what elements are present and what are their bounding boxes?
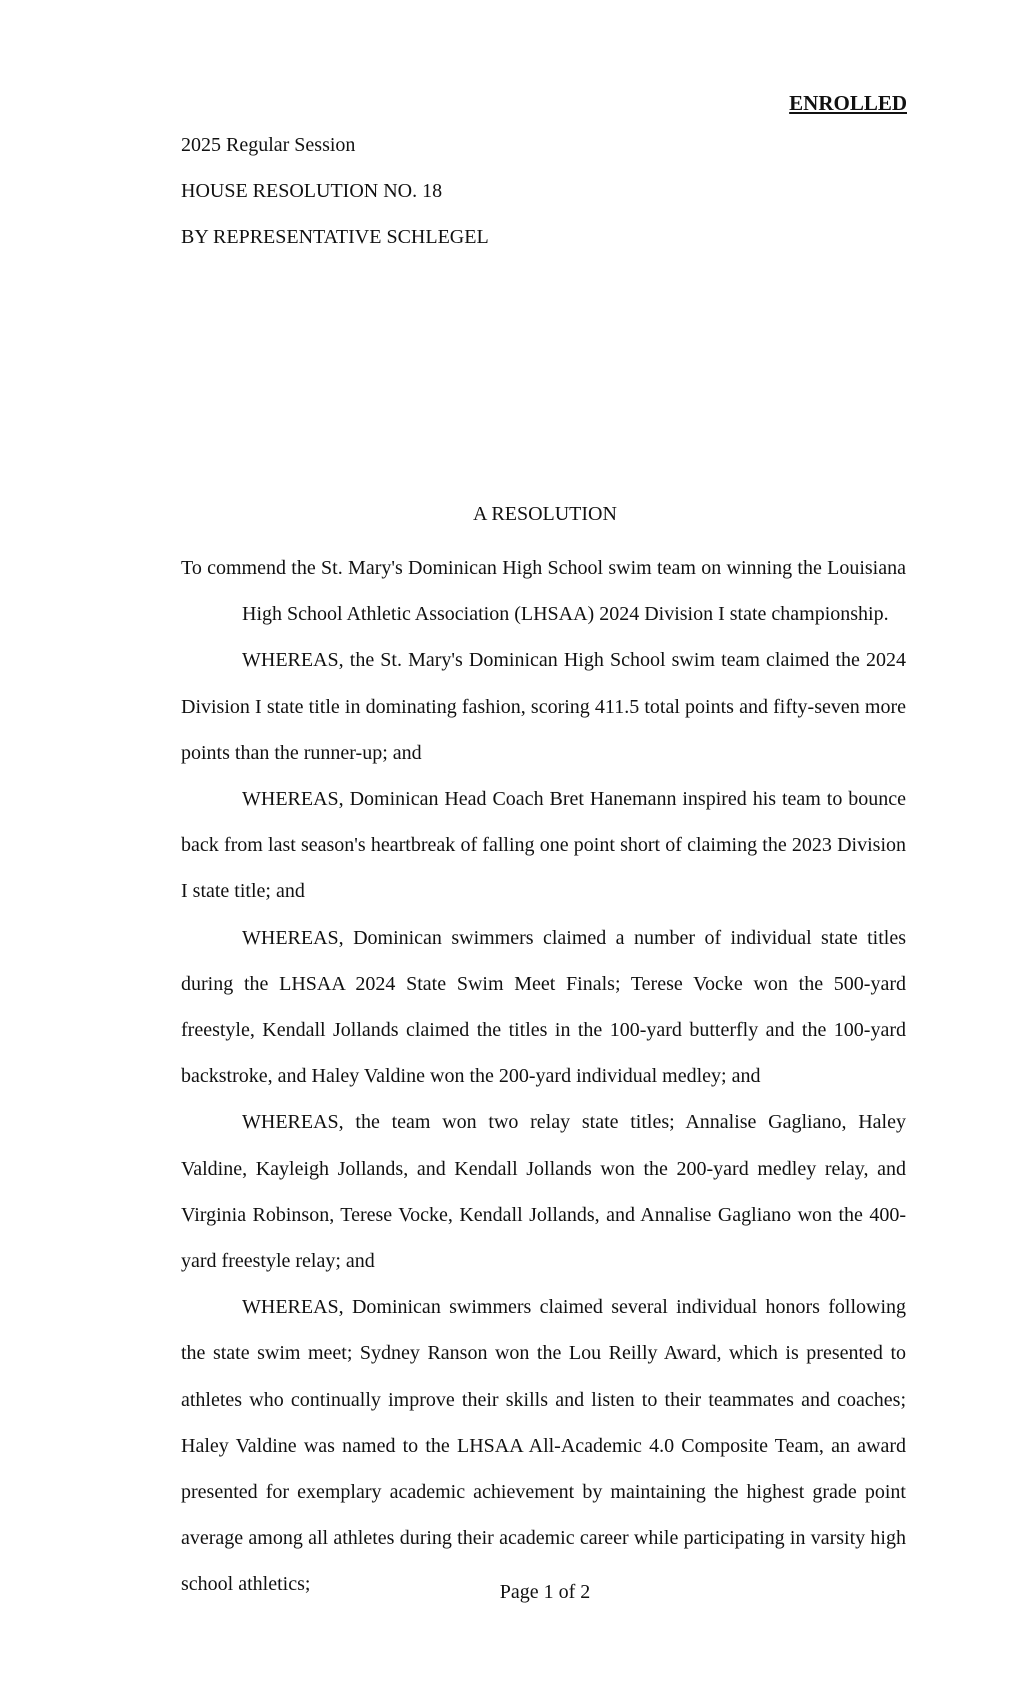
document-title: A RESOLUTION — [473, 503, 617, 525]
whereas-clause-4: WHEREAS, the team won two relay state titles; Annalise Gagliano, Haley Valdine, Kayleigh Jollands, and Kendall Jollands won the 200-yard medley relay, and Virginia Robinson, Terese Vocke, Kendall Jollands, and Annalise Gagliano won the 400-yard freestyle relay; and — [181, 1111, 906, 1273]
session-line: 2025 Regular Session — [181, 134, 356, 156]
whereas-clause-3: WHEREAS, Dominican swimmers claimed a number of individual state titles during the LHSAA 2024 State Swim Meet Finals; Terese Vocke won the 500-yard freestyle, Kendall Jollands claimed the titles in the 100-yard butterfly and the 100-yard backstroke, and Haley Valdine won the 200-yard individual medley; and — [181, 926, 906, 1088]
author-line: BY REPRESENTATIVE SCHLEGEL — [181, 226, 489, 248]
purpose-clause: To commend the St. Mary's Dominican High School swim team on winning the Louisiana High School Athletic Association (LHSAA) 2024 Division I state championship. — [181, 557, 906, 626]
resolution-body — [181, 545, 906, 1608]
enrolled-label: ENROLLED — [789, 91, 907, 115]
resolution-number: HOUSE RESOLUTION NO. 18 — [181, 180, 443, 202]
whereas-clause-2: WHEREAS, Dominican Head Coach Bret Hanemann inspired his team to bounce back from last season's heartbreak of falling one point short of claiming the 2023 Division I state title; and — [181, 788, 906, 903]
whereas-clause-5: WHEREAS, Dominican swimmers claimed several individual honors following the state swim meet; Sydney Ranson won the Lou Reilly Award, which is presented to athletes who continually improve their skills and listen to their teammates and coaches; Haley Valdine was named to the LHSAA All-Academic 4.0 Composite Team, an award presented for exemplary academic achievement by maintaining the highest grade point average among all athletes during their academic career while participating in varsity high school athletics; — [181, 1296, 906, 1596]
page-number: Page 1 of 2 — [499, 1581, 591, 1603]
whereas-clause-1: WHEREAS, the St. Mary's Dominican High School swim team claimed the 2024 Division I state title in dominating fashion, scoring 411.5 total points and fifty-seven more points than the runner-up; and — [181, 649, 906, 764]
